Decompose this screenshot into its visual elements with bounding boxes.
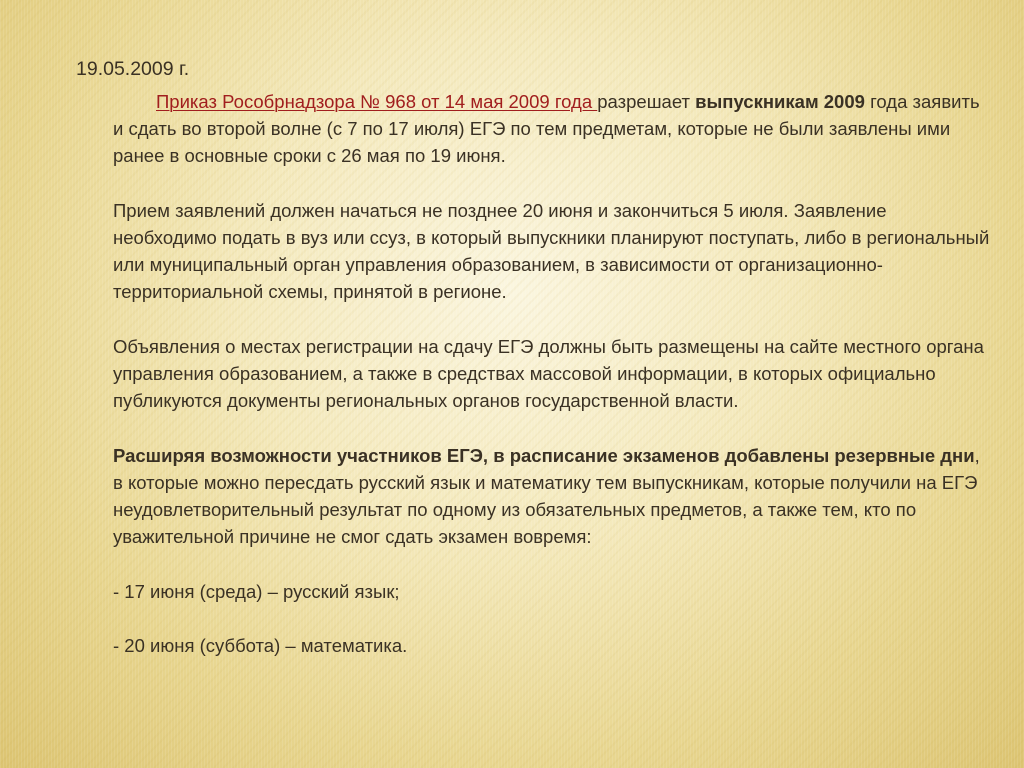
paragraph-order-bold: выпускникам 2009 [695,91,865,112]
spacer [113,306,993,333]
spacer [113,414,993,441]
paragraph-order-text-1: разрешает [597,91,696,112]
paragraph-applications: Прием заявлений должен начаться не позднее 20 июня и закончиться 5 июля. Заявление необходимо подать в вуз или ссуз, в который выпускники планируют поступать, либо в региональный или муниципальный орган управления образованием, в зависимости от организационно-территориальной схемы, принятой в регионе. [113,199,990,303]
paragraph-reserve-days [113,442,993,551]
paragraph-order [113,88,993,170]
list-item-math: - 20 июня (суббота) – математика. [113,634,408,656]
date-label: 19.05.2009 г. [76,58,190,80]
spacer [113,550,993,577]
list-item-russian: - 17 июня (среда) – русский язык; [113,580,400,602]
order-link[interactable]: Приказ Рособрнадзора № 968 от 14 мая 2009 года [156,91,598,112]
paragraph-reserve-days-text: , в которые можно пересдать русский язык и математику тем выпускникам, которые получили на ЕГЭ неудовлетворительный результат по одному из обязательных предметов, а также тем, кто по уважительной причине не смог сдать экзамен вовремя: [113,444,980,548]
paragraph-order-text-2: года заявить и сдать во второй волне (с 7 по 17 июля) ЕГЭ по тем предметам, которые не были заявлены ими ранее в основные сроки с 26 мая по 19 июня. [113,91,980,167]
body-text [113,88,993,659]
spacer [113,170,993,197]
paragraph-reserve-days-bold: Расширяя возможности участников ЕГЭ, в расписание экзаменов добавлены резервные дни [113,444,975,466]
spacer [113,605,993,632]
paragraph-announcements: Объявления о местах регистрации на сдачу ЕГЭ должны быть размещены на сайте местного органа управления образованием, а также в средствах массовой информации, в которых официально публикуются документы региональных органов государственной власти. [113,335,984,412]
